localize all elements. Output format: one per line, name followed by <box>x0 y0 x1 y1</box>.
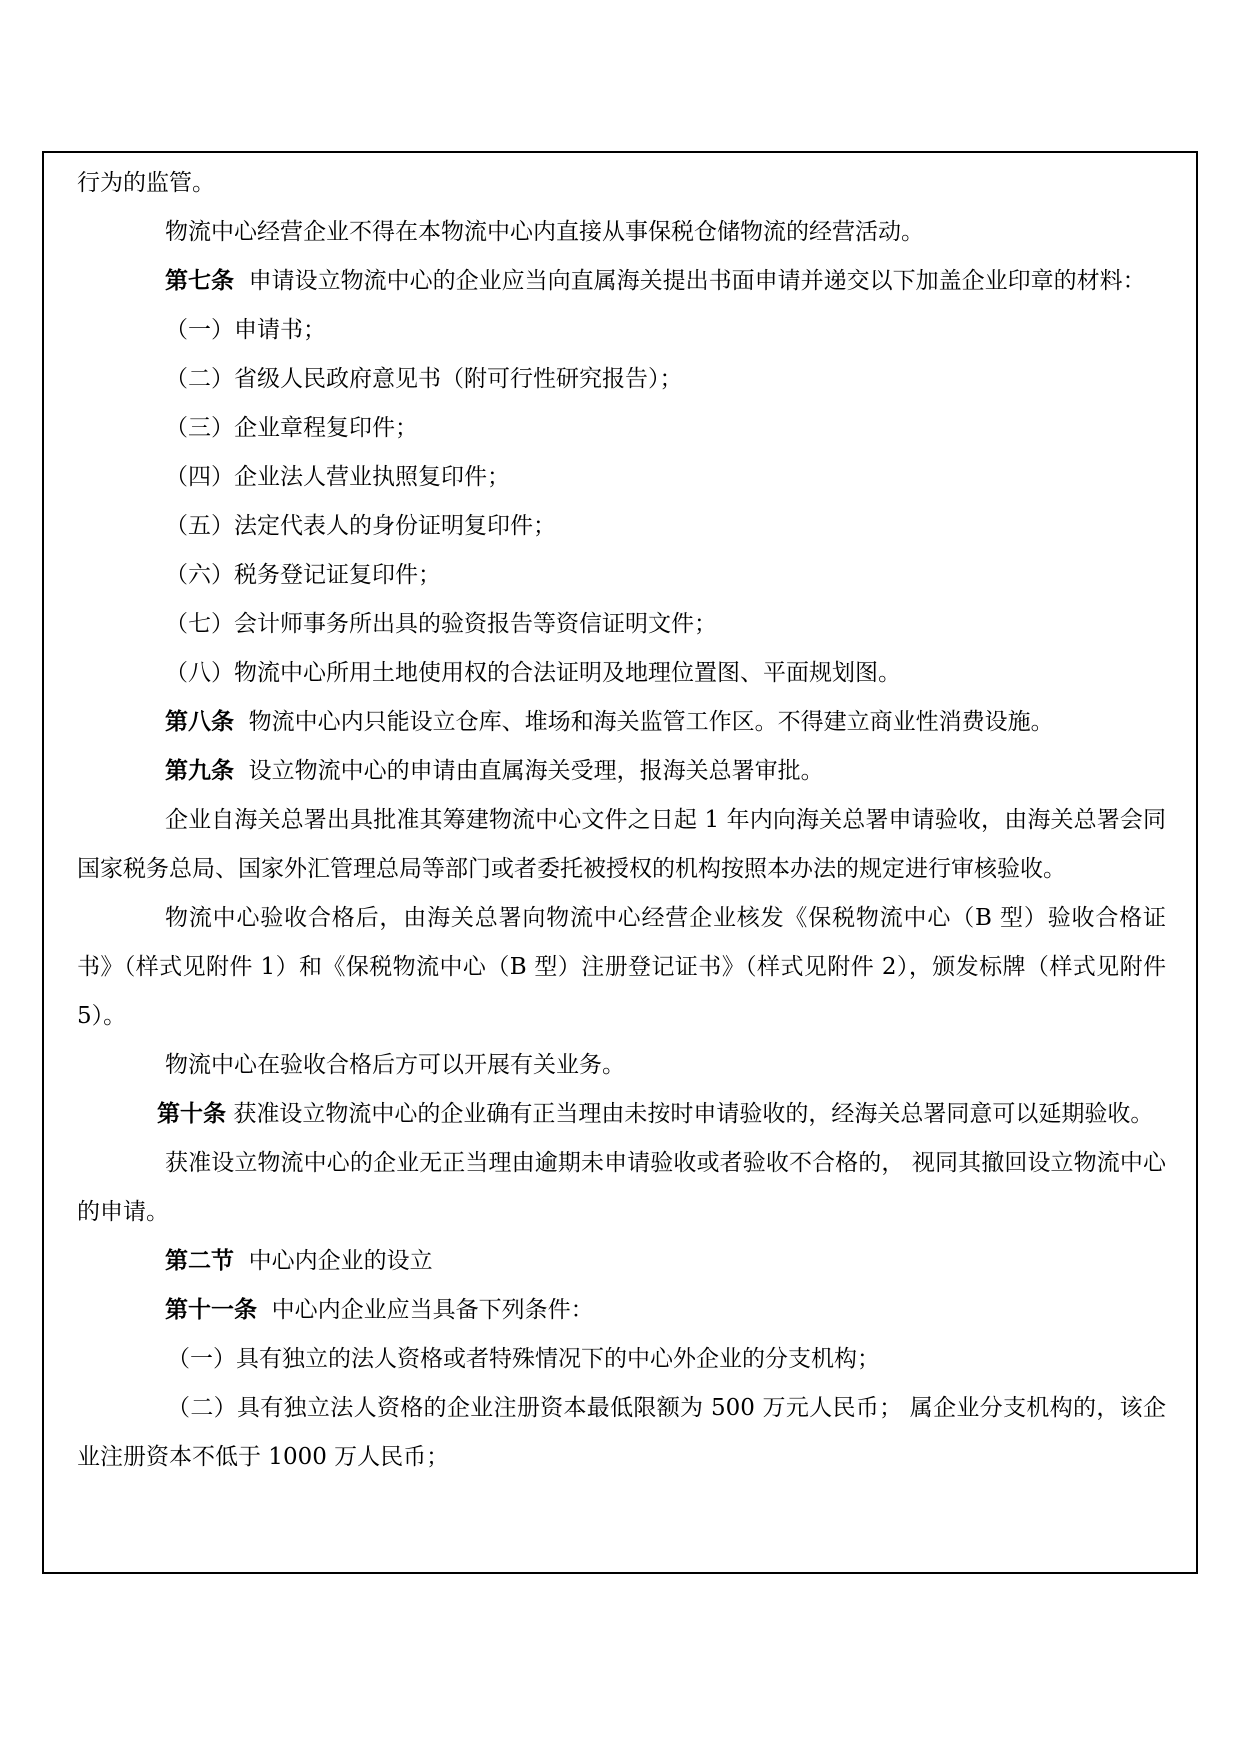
article-8 <box>77 698 1166 747</box>
article-title: 第八条 <box>165 709 234 735</box>
list-item: （一）具有独立的法人资格或者特殊情况下的中心外企业的分支机构； <box>167 1346 880 1372</box>
paragraph: 行为的监管。 <box>77 170 215 196</box>
article-10 <box>77 1090 1166 1139</box>
list-item: （四）企业法人营业执照复印件； <box>165 464 510 490</box>
article-title: 第七条 <box>165 268 234 294</box>
list-item: （六）税务登记证复印件； <box>165 562 441 588</box>
list-item: （八）物流中心所用土地使用权的合法证明及地理位置图、平面规划图。 <box>165 660 901 686</box>
list-item: （二）省级人民政府意见书（附可行性研究报告）； <box>165 366 683 392</box>
paragraph: 物流中心验收合格后，由海关总署向物流中心经营企业核发《保税物流中心（B 型）验收合格证书》（样式见附件 1）和《保税物流中心（B 型）注册登记证书》（样式见附件 2），颁发标牌（样式见附件 5）。 <box>77 905 1166 1029</box>
document-frame <box>42 151 1198 1574</box>
document-body <box>77 159 1166 1482</box>
list-item: （三）企业章程复印件； <box>165 415 418 441</box>
paragraph: 企业自海关总署出具批准其筹建物流中心文件之日起 1 年内向海关总署申请验收，由海关总署会同国家税务总局、国家外汇管理总局等部门或者委托被授权的机构按照本办法的规定进行审核验收。 <box>77 807 1166 882</box>
article-title: 第十一条 <box>165 1297 257 1323</box>
section-text: 中心内企业的设立 <box>248 1248 433 1274</box>
article-text: 获准设立物流中心的企业确有正当理由未按时申请验收的，经海关总署同意可以延期验收。 <box>233 1101 1154 1127</box>
list-item: （一）申请书； <box>165 317 326 343</box>
list-item: （五）法定代表人的身份证明复印件； <box>165 513 556 539</box>
list-item: （二）具有独立法人资格的企业注册资本最低限额为 500 万元人民币； 属企业分支机构的，该企业注册资本不低于 1000 万人民币； <box>77 1395 1166 1470</box>
section-title: 第二节 <box>165 1248 234 1274</box>
list-item: （七）会计师事务所出具的验资报告等资信证明文件； <box>165 611 717 637</box>
paragraph: 物流中心在验收合格后方可以开展有关业务。 <box>165 1052 625 1078</box>
paragraph: 获准设立物流中心的企业无正当理由逾期未申请验收或者验收不合格的， 视同其撤回设立物流中心的申请。 <box>77 1150 1166 1225</box>
paragraph: 物流中心经营企业不得在本物流中心内直接从事保税仓储物流的经营活动。 <box>165 219 924 245</box>
section-2-heading <box>77 1237 1166 1286</box>
article-text: 中心内企业应当具备下列条件： <box>271 1297 594 1323</box>
article-text: 物流中心内只能设立仓库、堆场和海关监管工作区。不得建立商业性消费设施。 <box>248 709 1054 735</box>
article-text: 设立物流中心的申请由直属海关受理，报海关总署审批。 <box>248 758 824 784</box>
article-7 <box>77 257 1166 306</box>
article-9 <box>77 747 1166 796</box>
article-title: 第十条 <box>157 1101 226 1127</box>
article-11 <box>77 1286 1166 1335</box>
article-title: 第九条 <box>165 758 234 784</box>
article-text: 申请设立物流中心的企业应当向直属海关提出书面申请并递交以下加盖企业印章的材料： <box>248 268 1146 294</box>
